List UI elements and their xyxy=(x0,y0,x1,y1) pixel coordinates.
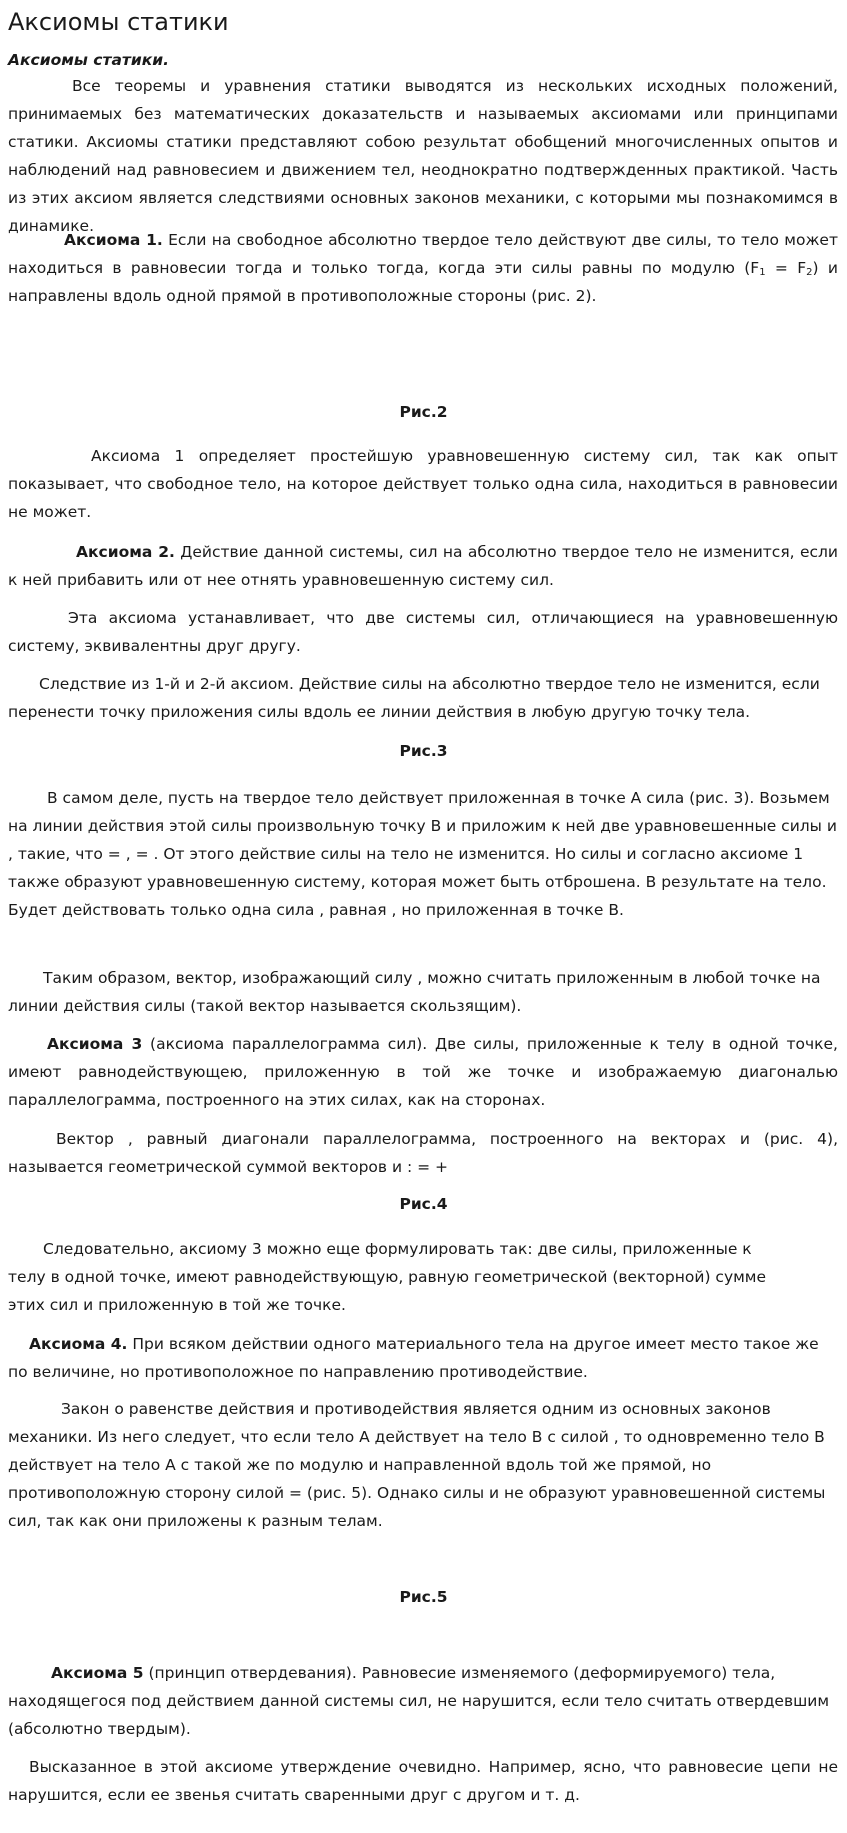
section-subtitle: Аксиомы статики. xyxy=(8,51,170,69)
axiom-1-sub-1: 1 xyxy=(759,267,766,278)
figure-4-caption: Рис.4 xyxy=(399,1195,448,1213)
axiom-5-comment: Высказанное в этой аксиоме утверждение очевидно. Например, ясно, что равновесие цепи не нарушится, если ее звенья считать сваренными друг с другом и т. д. xyxy=(8,1758,838,1804)
sliding-vector-paragraph: Таким образом, вектор, изображающий силу , можно считать приложенным в любой точке на линии действия силы (такой вектор называется скользящим). xyxy=(8,969,821,1015)
proof-paragraph: В самом деле, пусть на твердое тело действует приложенная в точке А сила (рис. 3). Возьмем на линии действия этой силы произвольную точку В и приложим к ней две уравновешенные силы и , такие, что = , = . От этого действие силы на тело не изменится. Но силы и согласно аксиоме 1 также образуют уравновешенную систему, которая может быть отброшена. В результате на тело. Будет действовать только одна сила , равная , но приложенная в точке В. xyxy=(8,789,837,919)
figure-2-caption: Рис.2 xyxy=(399,403,448,421)
axiom-4-comment: Закон о равенстве действия и противодействия является одним из основных законов механики. Из него следует, что если тело А действует на тело В с силой , то одновременно тело В действует на тело А с такой же по модулю и направленной вдоль той же прямой, но противоположную сторону силой = (рис. 5). Однако силы и не образуют уравновешенной системы сил, так как они приложены к разным телам. xyxy=(8,1400,826,1530)
corollary-paragraph: Следствие из 1-й и 2-й аксиом. Действие силы на абсолютно твердое тело не изменится, если перенести точку приложения силы вдоль ее линии действия в любую другую точку тела. xyxy=(8,675,820,721)
axiom-1-label: Аксиома 1. xyxy=(64,231,163,249)
axiom-1-sub-2: 2 xyxy=(806,267,813,278)
axiom-2-text: Действие данной системы, сил на абсолютно твердое тело не изменится, если к ней прибавить или от нее отнять уравновешенную систему сил. xyxy=(8,543,838,589)
axiom-2-comment: Эта аксиома устанавливает, что две системы сил, отличающиеся на уравновешенную систему, эквивалентны друг другу. xyxy=(8,609,838,655)
axiom-3-vector-paragraph: Вектор , равный диагонали параллелограмма, построенного на векторах и (рис. 4), называется геометрической суммой векторов и : = + xyxy=(8,1130,838,1176)
axiom-3-comment: Следовательно, аксиому 3 можно еще формулировать так: две силы, приложенные к телу в одной точке, имеют равнодействующую, равную геометрической (векторной) сумме этих сил и приложенную в той же точке. xyxy=(8,1240,767,1314)
axiom-1-text-3: ) и направлены вдоль одной прямой в противоположные стороны (рис. 2). xyxy=(8,259,838,305)
axiom-5-text: (принцип отвердевания). Равновесие изменяемого (деформируемого) тела, находящегося под действием данной системы сил, не нарушится, если тело считать отвердевшим (абсолютно твердым). xyxy=(8,1664,830,1738)
page-title: Аксиомы статики xyxy=(8,8,229,36)
axiom-4-text: При всяком действии одного материального тела на другое имеет место такое же по величине, но противоположное по направлению противодействие. xyxy=(8,1335,819,1381)
axiom-5-label: Аксиома 5 xyxy=(51,1664,144,1682)
figure-5-caption: Рис.5 xyxy=(399,1588,448,1606)
axiom-1-text-1: Если на свободное абсолютно твердое тело действуют две силы, то тело может находиться в равновесии тогда и только тогда, когда эти силы равны по модулю (F xyxy=(8,231,838,277)
axiom-3-paragraph xyxy=(8,1030,838,1114)
axiom-1-text-2: = F xyxy=(765,259,807,277)
axiom-3-label: Аксиома 3 xyxy=(47,1035,143,1053)
intro-paragraph: Все теоремы и уравнения статики выводятся из нескольких исходных положений, принимаемых без математических доказательств и называемых аксиомами или принципами статики. Аксиомы статики представляют собою результат обобщений многочисленных опытов и наблюдений над равновесием и движением тел, неоднократно подтвержденных практикой. Часть из этих аксиом является следствиями основных законов механики, с которыми мы познакомимся в динамике. xyxy=(8,77,838,235)
axiom-4-label: Аксиома 4. xyxy=(29,1335,128,1353)
figure-3-caption: Рис.3 xyxy=(399,742,448,760)
axiom-3-text: (аксиома параллелограмма сил). Две силы, приложенные к телу в одной точке, имеют равнодействующею, приложенную в той же точке и изображаемую диагональю параллелограмма, построенного на этих силах, как на сторонах. xyxy=(8,1035,838,1109)
axiom-2-paragraph xyxy=(8,538,838,594)
axiom-1-paragraph xyxy=(8,226,838,310)
axiom-5-paragraph xyxy=(8,1659,838,1743)
axiom-4-paragraph xyxy=(8,1330,838,1386)
axiom-2-label: Аксиома 2. xyxy=(76,543,175,561)
axiom-1-comment: Аксиома 1 определяет простейшую уравновешенную систему сил, так как опыт показывает, что свободное тело, на которое действует только одна сила, находиться в равновесии не может. xyxy=(8,447,838,521)
